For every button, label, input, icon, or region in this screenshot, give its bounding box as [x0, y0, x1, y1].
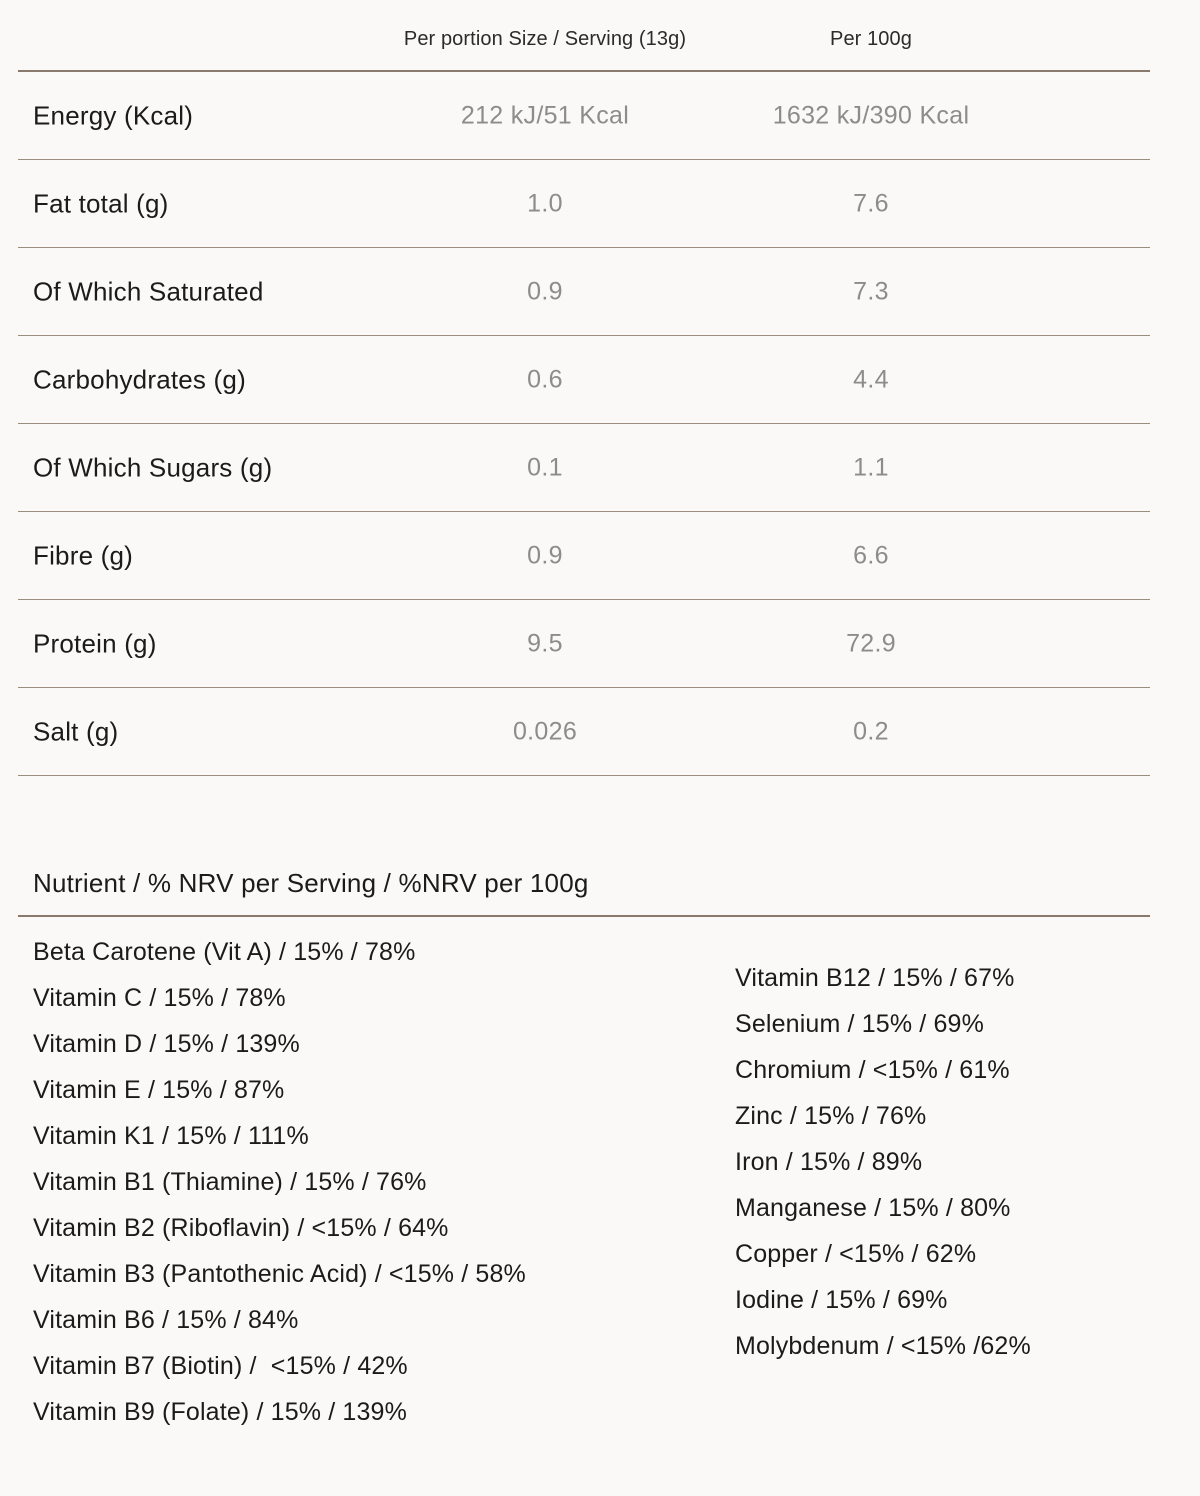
nrv-divider — [18, 915, 1150, 917]
nrv-list-item: Vitamin B1 (Thiamine) / 15% / 76% — [33, 1168, 427, 1196]
table-row — [0, 248, 1200, 336]
nrv-list-item: Vitamin C / 15% / 78% — [33, 984, 286, 1012]
row-value-per-serving: 1.0 — [527, 189, 563, 218]
nutrition-table — [0, 72, 1200, 776]
row-label: Fat total (g) — [33, 188, 169, 219]
nrv-list-item: Beta Carotene (Vit A) / 15% / 78% — [33, 938, 416, 966]
nrv-list-item: Vitamin B12 / 15% / 67% — [735, 964, 1015, 992]
row-label: Protein (g) — [33, 628, 157, 659]
nrv-columns — [0, 929, 1200, 1426]
nrv-list-item: Vitamin K1 / 15% / 111% — [33, 1122, 309, 1150]
row-value-per-100g: 0.2 — [853, 717, 889, 746]
row-label: Fibre (g) — [33, 540, 134, 571]
row-label: Carbohydrates (g) — [33, 364, 246, 395]
row-label: Of Which Sugars (g) — [33, 452, 273, 483]
nrv-list-item: Chromium / <15% / 61% — [735, 1056, 1010, 1084]
row-divider — [18, 775, 1150, 776]
nrv-section-title: Nutrient / % NRV per Serving / %NRV per 100g — [33, 868, 589, 898]
row-value-per-serving: 0.026 — [512, 717, 578, 746]
table-row — [0, 336, 1200, 424]
row-value-per-serving: 0.1 — [527, 453, 563, 482]
row-value-per-100g: 1.1 — [853, 453, 889, 482]
nrv-list-item: Selenium / 15% / 69% — [735, 1010, 984, 1038]
nrv-list-item: Vitamin D / 15% / 139% — [33, 1030, 300, 1058]
nrv-list-item: Iodine / 15% / 69% — [735, 1286, 948, 1314]
row-value-per-100g: 7.3 — [853, 277, 889, 306]
table-row — [0, 600, 1200, 688]
row-value-per-serving: 212 kJ/51 Kcal — [460, 101, 630, 130]
row-value-per-serving: 0.9 — [527, 541, 563, 570]
nrv-list-item: Vitamin B3 (Pantothenic Acid) / <15% / 58% — [33, 1260, 526, 1288]
table-header — [0, 0, 1200, 70]
row-label: Energy (Kcal) — [33, 100, 194, 131]
nrv-list-item: Iron / 15% / 89% — [735, 1148, 923, 1176]
nrv-list-item: Vitamin E / 15% / 87% — [33, 1076, 285, 1104]
nrv-list-item: Manganese / 15% / 80% — [735, 1194, 1011, 1222]
row-value-per-serving: 0.9 — [527, 277, 563, 306]
table-row — [0, 72, 1200, 160]
table-row — [0, 688, 1200, 776]
row-value-per-100g: 1632 kJ/390 Kcal — [772, 101, 970, 130]
row-value-per-serving: 9.5 — [527, 629, 563, 658]
nrv-right-column — [735, 955, 1031, 1369]
nrv-list-item: Vitamin B7 (Biotin) / <15% / 42% — [33, 1352, 408, 1380]
row-value-per-serving: 0.6 — [527, 365, 563, 394]
nrv-left-column — [33, 929, 526, 1435]
nrv-list-item: Molybdenum / <15% /62% — [735, 1332, 1031, 1360]
row-label: Salt (g) — [33, 716, 119, 747]
column-header-per-serving: Per portion Size / Serving (13g) — [403, 28, 687, 50]
table-row — [0, 512, 1200, 600]
column-header-per-100g: Per 100g — [830, 28, 912, 50]
nrv-list-item: Vitamin B9 (Folate) / 15% / 139% — [33, 1398, 407, 1426]
nrv-list-item: Zinc / 15% / 76% — [735, 1102, 927, 1130]
nrv-list-item: Vitamin B6 / 15% / 84% — [33, 1306, 299, 1334]
row-label: Of Which Saturated — [33, 276, 264, 307]
row-value-per-100g: 7.6 — [853, 189, 889, 218]
table-row — [0, 160, 1200, 248]
row-value-per-100g: 4.4 — [853, 365, 889, 394]
nrv-list-item: Copper / <15% / 62% — [735, 1240, 977, 1268]
nrv-list-item: Vitamin B2 (Riboflavin) / <15% / 64% — [33, 1214, 449, 1242]
row-value-per-100g: 6.6 — [853, 541, 889, 570]
table-row — [0, 424, 1200, 512]
row-value-per-100g: 72.9 — [846, 629, 896, 658]
